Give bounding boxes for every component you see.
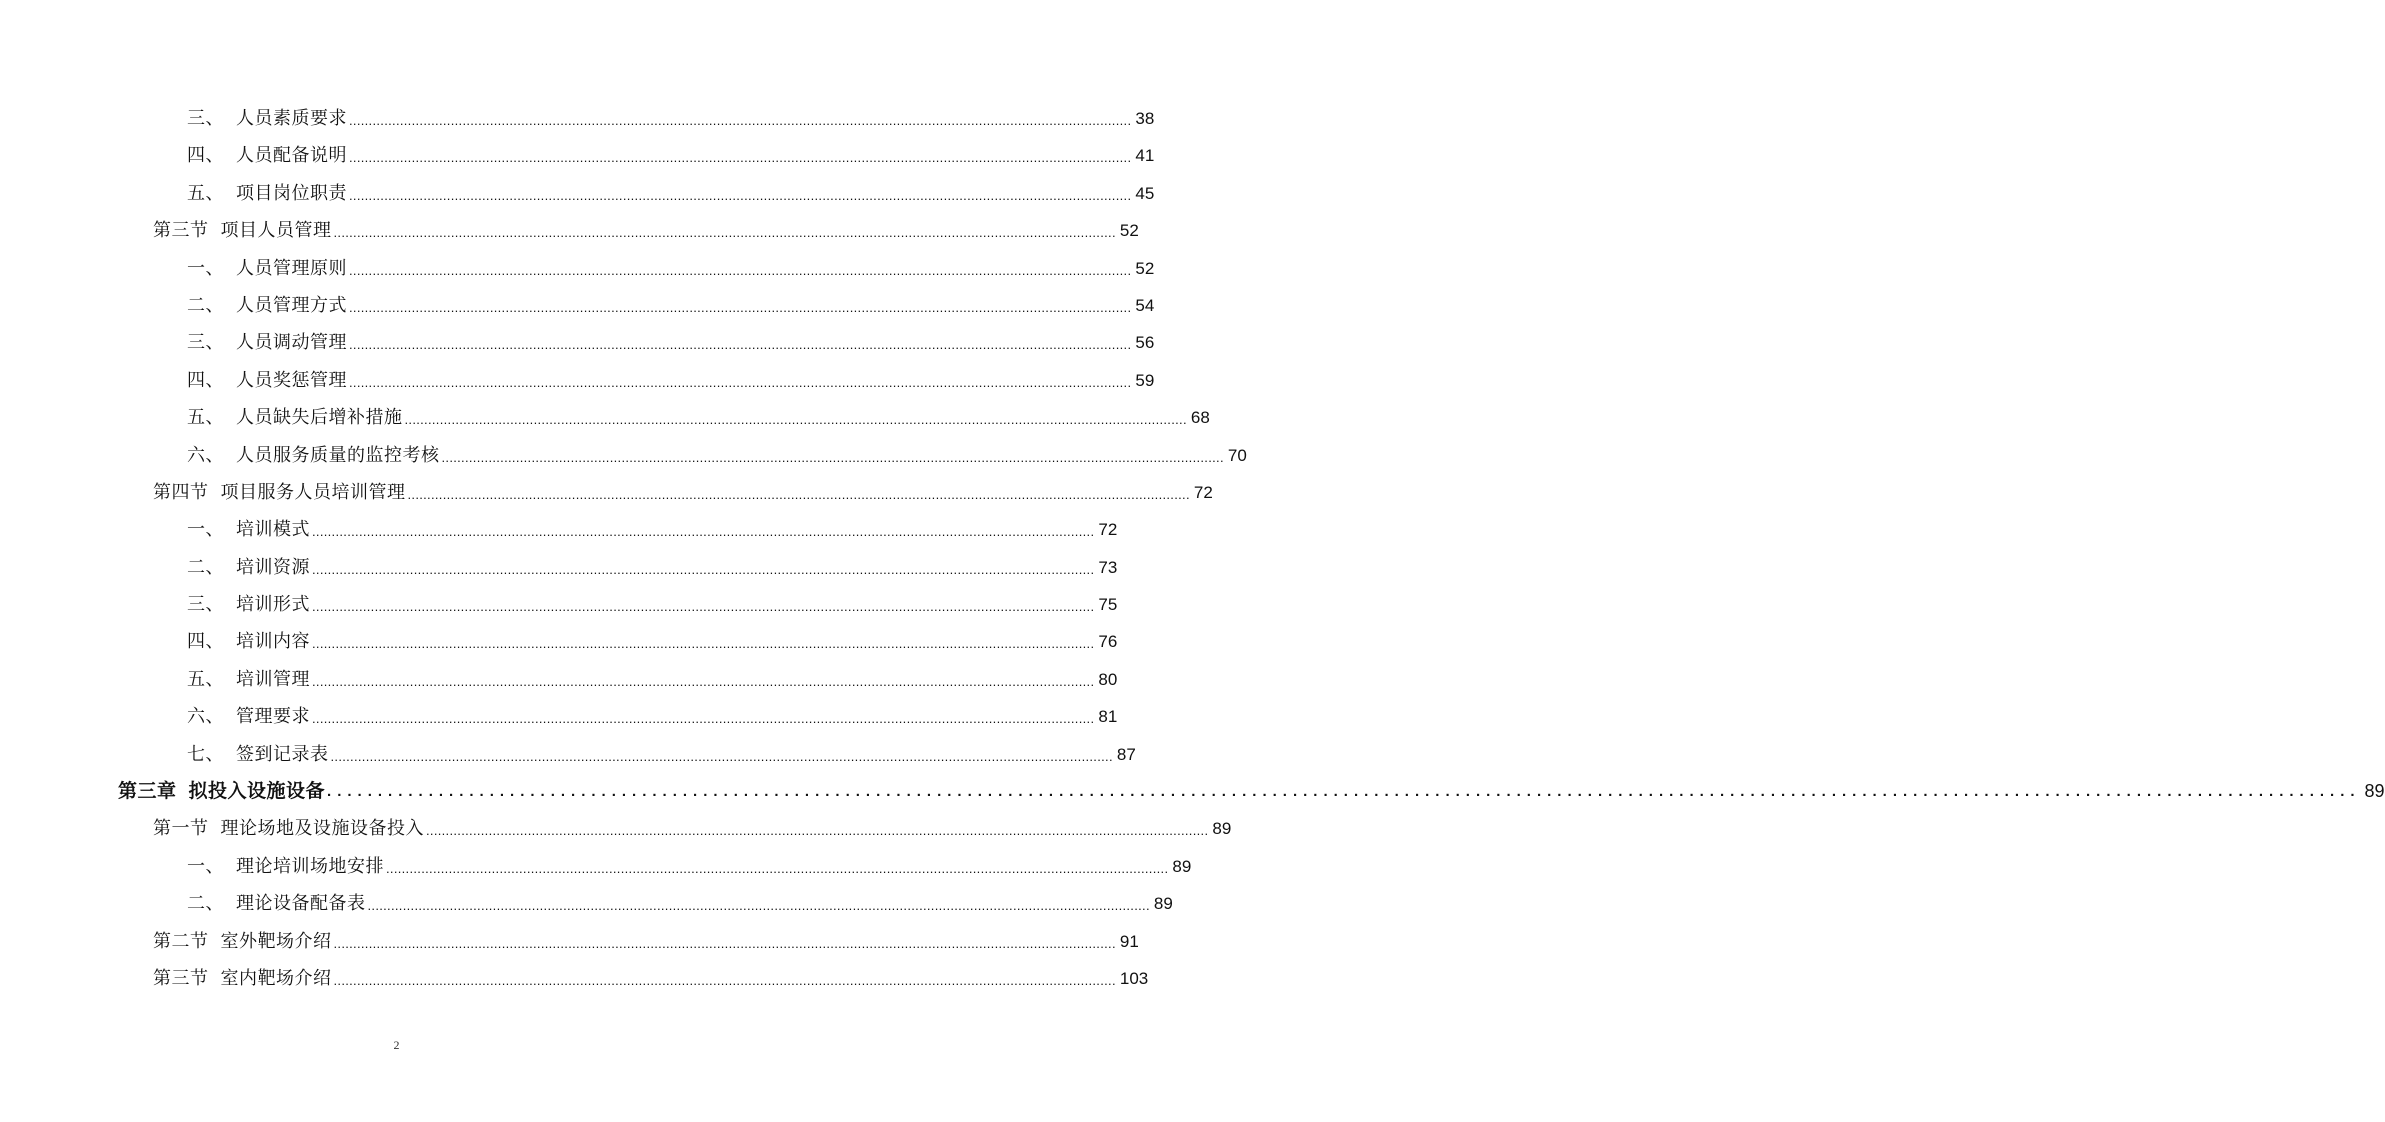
toc-entry-text: 培训形式 [236, 594, 310, 616]
toc-subsection-entry[interactable] [0, 250, 1155, 287]
dot-leader: ........................................................................................................................................................................................................ [367, 898, 1150, 914]
dot-leader: ........................................................................................................................................................................................................ [349, 150, 1132, 166]
toc-section-entry[interactable] [0, 474, 1213, 511]
toc-entry-number: 一、 [187, 257, 224, 279]
toc-entry-number: 二、 [187, 294, 224, 316]
toc-entry-number: 四、 [187, 631, 224, 653]
toc-entry-page: 56 [1135, 333, 1155, 353]
toc-entry-text: 拟投入设施设备 [188, 780, 326, 803]
toc-entry-number: 第二节 [153, 930, 209, 952]
dot-leader: ........................................................................................................................................................................................................ [407, 486, 1190, 502]
dot-leader: ........................................................................................................................................................................................................ [349, 262, 1132, 278]
toc-entry-text: 培训模式 [236, 519, 310, 541]
toc-entry-title [187, 175, 347, 212]
toc-entry-text: 理论培训场地安排 [236, 855, 384, 877]
toc-entry-text: 签到记录表 [236, 743, 329, 765]
toc-entry-page: 72 [1098, 520, 1118, 540]
toc-subsection-entry[interactable] [0, 623, 1118, 660]
toc-entry-number: 五、 [187, 182, 224, 204]
toc-entry-number: 三、 [187, 108, 224, 129]
dot-leader: ........................................................................................................................................................................................................ [333, 972, 1116, 988]
toc-entry-number: 三、 [187, 594, 224, 616]
toc-subsection-entry[interactable] [0, 549, 1118, 586]
toc-entry-text: 人员素质要求 [236, 108, 347, 129]
toc-entry-title [187, 698, 310, 735]
dot-leader: ........................................................................................................................................................................................................ [312, 561, 1095, 577]
dot-leader: ........................................................................................................................................................................................................ [312, 636, 1095, 652]
toc-entry-number: 六、 [187, 444, 224, 466]
toc-section-entry[interactable] [0, 960, 1149, 997]
toc-entry-title [187, 885, 366, 922]
toc-entry-number: 五、 [187, 668, 224, 690]
toc-entry-page: 89 [1212, 819, 1232, 839]
toc-entry-text: 管理要求 [236, 706, 310, 728]
toc-subsection-entry[interactable] [0, 399, 1210, 436]
toc-entry-title [118, 773, 325, 810]
toc-entry-title [187, 362, 347, 399]
toc-entry-number: 第四节 [153, 481, 209, 503]
toc-entry-title [153, 923, 332, 960]
toc-entry-page: 80 [1098, 669, 1118, 689]
toc-entry-title [153, 960, 332, 997]
toc-entry-page: 52 [1135, 258, 1155, 278]
toc-entry-number: 四、 [187, 369, 224, 391]
dot-leader: ........................................................................................................................................................................................................ [426, 823, 1209, 839]
dot-leader: ........................................................................................................................................................................................................ [333, 935, 1116, 951]
toc-entry-title [187, 511, 310, 548]
toc-entry-number: 三、 [187, 332, 224, 354]
toc-entry-text: 培训管理 [236, 668, 310, 690]
dot-leader: ........................................................................................................................................................................................................ [404, 412, 1187, 428]
toc-entry-text: 人员管理原则 [236, 257, 347, 279]
toc-entry-number: 二、 [187, 556, 224, 578]
toc-entry-page: 89 [2364, 781, 2385, 802]
toc-entry-text: 人员缺失后增补措施 [236, 407, 403, 429]
dot-leader: ........................................................................................................................................................................................................ [312, 599, 1095, 615]
toc-entry-number: 第三章 [118, 780, 177, 803]
toc-subsection-entry[interactable] [0, 848, 1192, 885]
toc-entry-text: 项目服务人员培训管理 [220, 481, 406, 503]
toc-subsection-entry[interactable] [0, 100, 1155, 137]
toc-subsection-entry[interactable] [0, 175, 1155, 212]
dot-leader: ........................................................................................................................................................................................................ [441, 449, 1224, 465]
toc-entry-number: 一、 [187, 855, 224, 877]
toc-entry-number: 五、 [187, 407, 224, 429]
toc-subsection-entry[interactable] [0, 511, 1118, 548]
toc-subsection-entry[interactable] [0, 586, 1118, 623]
toc-entry-page: 89 [1172, 856, 1192, 876]
toc-subsection-entry[interactable] [0, 736, 1136, 773]
toc-subsection-entry[interactable] [0, 287, 1155, 324]
toc-entry-page: 38 [1135, 109, 1155, 128]
toc-entry-page: 54 [1135, 295, 1155, 315]
toc-entry-page: 73 [1098, 557, 1118, 577]
toc-entry-page: 91 [1119, 931, 1139, 951]
toc-entry-number: 四、 [187, 145, 224, 167]
toc-entry-page: 52 [1119, 221, 1139, 241]
toc-entry-number: 七、 [187, 743, 224, 765]
dot-leader: ........................................................................................................................................................................................................ [312, 711, 1095, 727]
toc-entry-title [187, 661, 310, 698]
toc-entry-number: 第一节 [153, 818, 209, 840]
toc-entry-page: 41 [1135, 146, 1155, 166]
dot-leader: ........................................................................................................................................................................................................ [386, 860, 1169, 876]
toc-entry-number: 二、 [187, 893, 224, 915]
toc-entry-text: 理论场地及设施设备投入 [220, 818, 424, 840]
toc-entry-title [187, 623, 310, 660]
toc-entry-text: 室内靶场介绍 [220, 967, 332, 989]
toc-entry-title [153, 810, 424, 847]
dot-leader: ........................................................................................................................................................................................................ [312, 673, 1095, 689]
toc-chapter-entry[interactable] [0, 773, 2385, 810]
dot-leader: ........................................................................................................................................................................................................ [327, 783, 2361, 801]
toc-section-entry[interactable] [0, 212, 1139, 249]
dot-leader: ........................................................................................................................................................................................................ [349, 299, 1132, 315]
toc-entry-page: 68 [1190, 408, 1210, 428]
toc-entry-number: 一、 [187, 519, 224, 541]
toc-entry-text: 人员配备说明 [236, 145, 347, 167]
toc-entry-title [153, 474, 406, 511]
toc-entry-text: 人员奖惩管理 [236, 369, 347, 391]
toc-entry-title [153, 212, 332, 249]
toc-entry-page: 59 [1135, 370, 1155, 390]
toc-subsection-entry[interactable] [0, 698, 1118, 735]
page-number: 2 [393, 1038, 400, 1052]
toc-subsection-entry[interactable] [0, 437, 1247, 474]
toc-entry-text: 培训资源 [236, 556, 310, 578]
toc-subsection-entry[interactable] [0, 324, 1155, 361]
dot-leader: ........................................................................................................................................................................................................ [349, 113, 1132, 128]
toc-entry-title [187, 399, 403, 436]
toc-subsection-entry[interactable] [0, 362, 1155, 399]
toc-entry-page: 76 [1098, 632, 1118, 652]
toc-entry-number: 六、 [187, 706, 224, 728]
toc-subsection-entry[interactable] [0, 661, 1118, 698]
toc-entry-text: 人员调动管理 [236, 332, 347, 354]
toc-entry-title [187, 287, 347, 324]
dot-leader: ........................................................................................................................................................................................................ [312, 524, 1095, 540]
toc-entry-page: 103 [1119, 968, 1149, 988]
toc-entry-title [187, 736, 329, 773]
dot-leader: ........................................................................................................................................................................................................ [349, 187, 1132, 203]
toc-entry-title [187, 324, 347, 361]
dot-leader: ........................................................................................................................................................................................................ [349, 374, 1132, 390]
toc-entry-title [187, 100, 347, 137]
toc-entry-page: 75 [1098, 595, 1118, 615]
toc-entry-text: 项目岗位职责 [236, 182, 347, 204]
table-of-contents [0, 100, 2385, 997]
toc-entry-page: 70 [1227, 445, 1247, 465]
toc-entry-page: 72 [1193, 482, 1213, 502]
toc-entry-number: 第三节 [153, 220, 209, 242]
toc-entry-title [187, 848, 384, 885]
dot-leader: ........................................................................................................................................................................................................ [349, 337, 1132, 353]
toc-section-entry[interactable] [0, 923, 1139, 960]
dot-leader: ........................................................................................................................................................................................................ [330, 748, 1113, 764]
toc-entry-title [187, 586, 310, 623]
toc-subsection-entry[interactable] [0, 885, 1173, 922]
toc-entry-title [187, 437, 440, 474]
toc-entry-title [187, 250, 347, 287]
toc-entry-page: 81 [1098, 707, 1118, 727]
toc-entry-text: 室外靶场介绍 [220, 930, 332, 952]
toc-section-entry[interactable] [0, 810, 1232, 847]
toc-entry-title [187, 549, 310, 586]
toc-entry-text: 培训内容 [236, 631, 310, 653]
toc-entry-title [187, 137, 347, 174]
toc-entry-page: 89 [1153, 894, 1173, 914]
toc-entry-text: 理论设备配备表 [236, 893, 366, 915]
dot-leader: ........................................................................................................................................................................................................ [333, 225, 1116, 241]
toc-entry-text: 人员管理方式 [236, 294, 347, 316]
toc-entry-page: 45 [1135, 183, 1155, 203]
toc-subsection-entry[interactable] [0, 137, 1155, 174]
toc-entry-number: 第三节 [153, 967, 209, 989]
toc-entry-text: 项目人员管理 [220, 220, 332, 242]
toc-entry-page: 87 [1116, 744, 1136, 764]
toc-entry-text: 人员服务质量的监控考核 [236, 444, 440, 466]
